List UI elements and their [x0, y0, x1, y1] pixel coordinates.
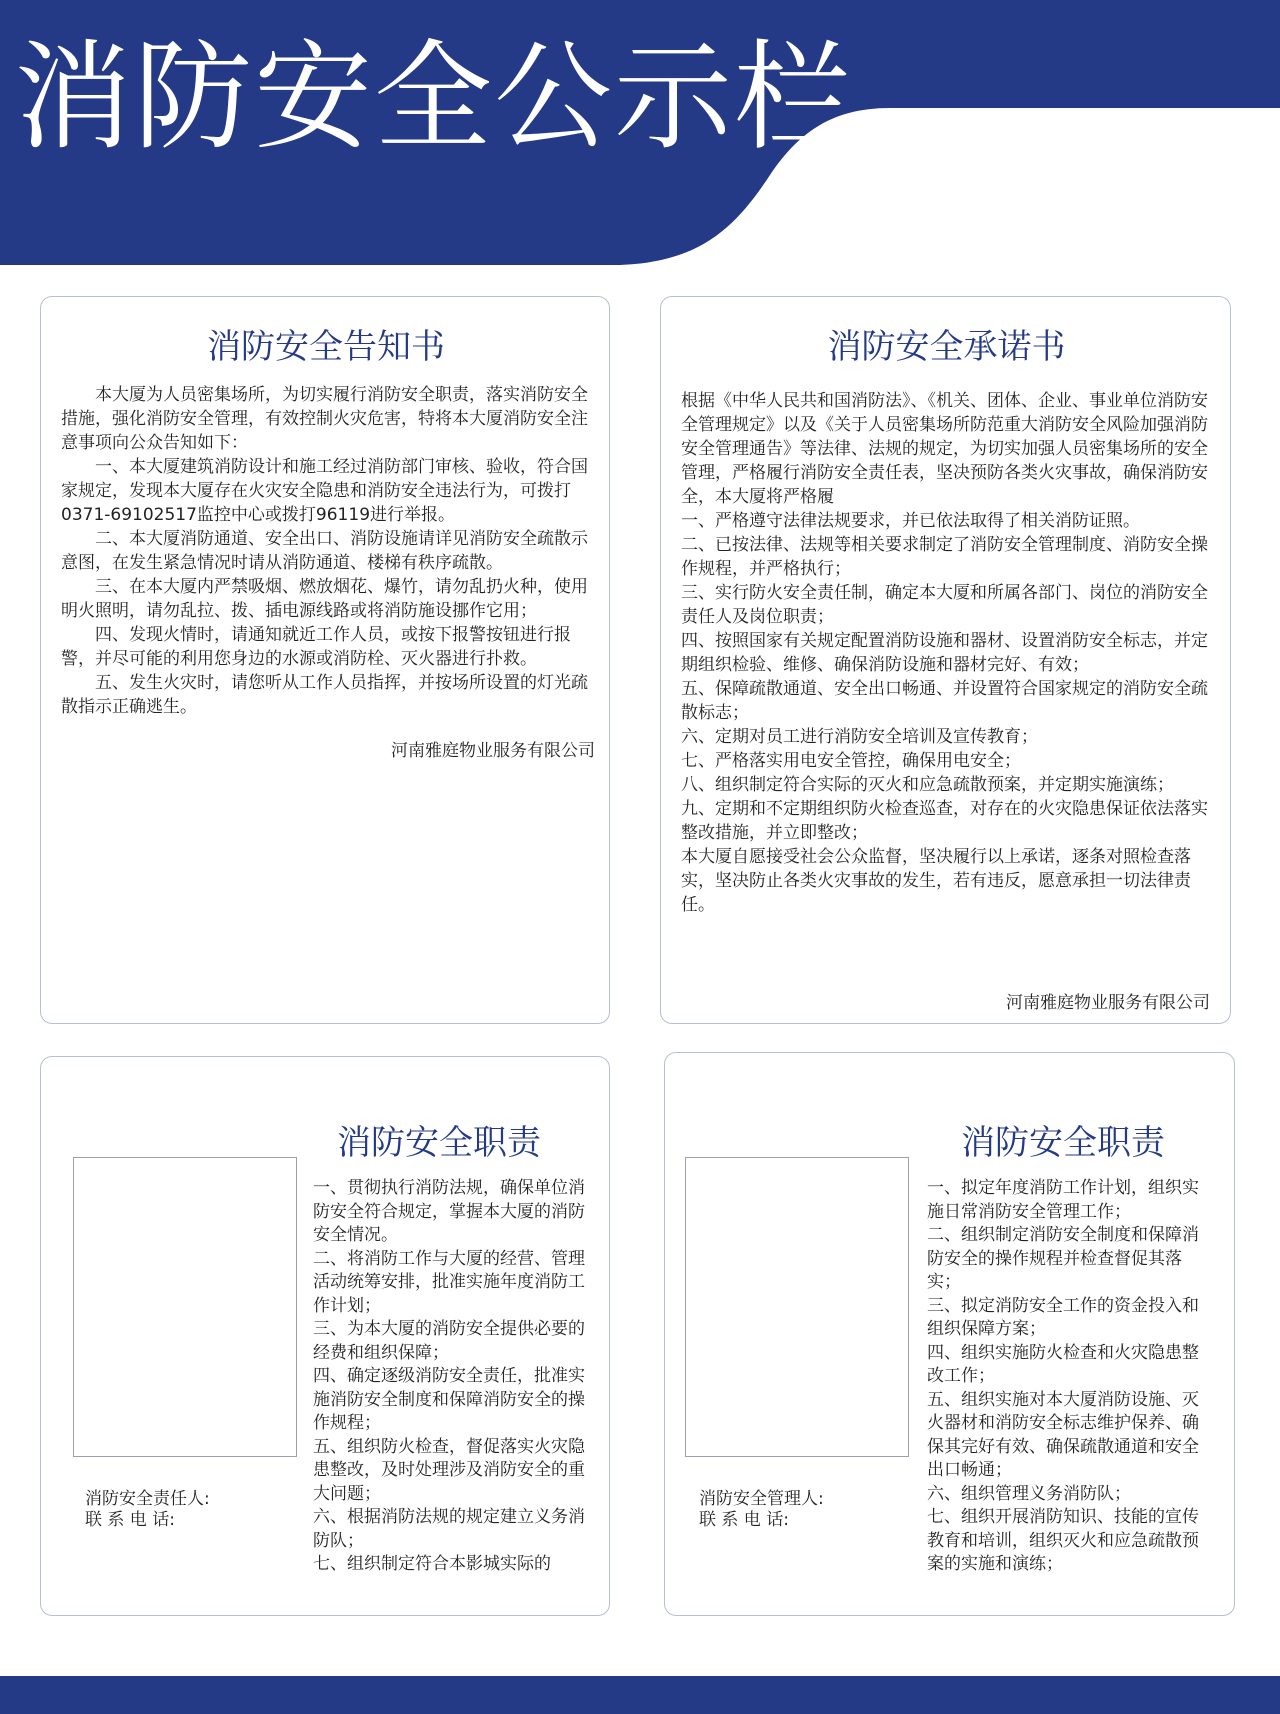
- pledge-item: 九、定期和不定期组织防火检查巡查，对存在的火灾隐患保证依法落实整改措施，并立即整改；: [681, 799, 1208, 843]
- notice-paragraph: 五、发生火灾时，请您听从工作人员指挥，并按场所设置的灯光疏散指示正确逃生。: [61, 673, 588, 717]
- notice-paragraph: 一、本大厦建筑消防设计和施工经过消防部门审核、验收，符合国家规定，发现本大厦存在火灾安全隐患和消防安全违法行为，可拨打0371-69102517监控中心或拨打96119进行举报。: [61, 457, 588, 525]
- pledge-closing: 本大厦自愿接受社会公众监督，坚决履行以上承诺，逐条对照检查落实，坚决防止各类火灾事故的发生，若有违反，愿意承担一切法律责任。: [681, 847, 1191, 915]
- notice-title: 消防安全告知书: [207, 327, 445, 367]
- notice-paragraph: 四、发现火情时，请通知就近工作人员，或按下报警按钮进行报警，并尽可能的利用您身边的水源或消防栓、灭火器进行扑救。: [61, 625, 571, 669]
- duty-right-person-label: 消防安全管理人:: [699, 1489, 824, 1509]
- duty-right-contact: [699, 1489, 824, 1531]
- pledge-item: 四、按照国家有关规定配置消防设施和器材、设置消防安全标志，并定期组织检验、维修、确保消防设施和器材完好、有效；: [681, 631, 1208, 675]
- duty-left-phone-label: 联 系 电 话:: [85, 1510, 175, 1530]
- pledge-title: 消防安全承诺书: [827, 327, 1066, 367]
- duty-left-contact: [85, 1489, 210, 1531]
- notice-paragraph: 本大厦为人员密集场所，为切实履行消防安全职责，落实消防安全措施，强化消防安全管理，有效控制火灾危害，特将本大厦消防安全注意事项向公众告知如下：: [61, 385, 588, 453]
- duty-item: 一、拟定年度消防工作计划，组织实施日常消防安全管理工作；: [927, 1178, 1199, 1222]
- pledge-item: 八、组织制定符合实际的灭火和应急疏散预案，并定期实施演练；: [681, 775, 1174, 795]
- pledge-paragraph: 根据《中华人民共和国消防法》、《机关、团体、企业、事业单位消防安全管理规定》以及《关于人员密集场所防范重大消防安全风险加强消防安全管理通告》等法律、法规的规定，为切实加强人员密集场所的安全管理，严格履行消防安全责任表，坚决预防各类火灾事故，确保消防安全，本大厦将严格履: [681, 391, 1208, 507]
- pledge-item: 二、已按法律、法规等相关要求制定了消防安全管理制度、消防安全操作规程，并严格执行；: [681, 535, 1208, 579]
- duty-item: 三、拟定消防安全工作的资金投入和组织保障方案；: [927, 1295, 1199, 1339]
- duty-left-list: [313, 1177, 597, 1577]
- duty-item: 六、根据消防法规的规定建立义务消防队；: [313, 1507, 585, 1551]
- notice-body: [61, 383, 595, 719]
- duty-item: 五、组织防火检查，督促落实火灾隐患整改，及时处理涉及消防安全的重大问题；: [313, 1436, 585, 1504]
- duty-item: 二、组织制定消防安全制度和保障消防安全的操作规程并检查督促其落实；: [927, 1225, 1199, 1292]
- pledge-item: 七、严格落实用电安全管控，确保用电安全；: [681, 751, 1021, 771]
- duty-item: 二、将消防工作与大厦的经营、管理活动统筹安排，批准实施年度消防工作计划；: [313, 1248, 585, 1316]
- notice-paragraph: 二、本大厦消防通道、安全出口、消防设施请详见消防安全疏散示意图，在发生紧急情况时请从消防通道、楼梯有秩序疏散。: [61, 529, 588, 573]
- duty-item: 五、组织实施对本大厦消防设施、灭火器材和消防安全标志维护保养、确保其完好有效、确保疏散通道和安全出口畅通；: [927, 1389, 1199, 1480]
- pledge-item: 五、保障疏散通道、安全出口畅通、并设置符合国家规定的消防安全疏散标志；: [681, 679, 1208, 723]
- duty-right-list: [927, 1177, 1211, 1577]
- duty-right-photo-frame: [685, 1157, 909, 1457]
- duty-right-phone-label: 联 系 电 话:: [699, 1510, 789, 1530]
- duty-right-title: 消防安全职责: [961, 1123, 1165, 1163]
- footer-bar: [0, 1676, 1280, 1714]
- duty-panel-left: [40, 1056, 610, 1616]
- pledge-signature: 河南雅庭物业服务有限公司: [1006, 993, 1210, 1013]
- duty-left-photo-frame: [73, 1157, 297, 1457]
- notice-signature: 河南雅庭物业服务有限公司: [391, 741, 595, 761]
- pledge-item: 六、定期对员工进行消防安全培训及宣传教育；: [681, 727, 1038, 747]
- duty-item: 四、确定逐级消防安全责任，批准实施消防安全制度和保障消防安全的操作规程；: [313, 1366, 585, 1433]
- notice-panel: [40, 296, 610, 1024]
- pledge-item: 三、实行防火安全责任制，确定本大厦和所属各部门、岗位的消防安全责任人及岗位职责；: [681, 583, 1208, 627]
- pledge-item: 一、严格遵守法律法规要求，并已依法取得了相关消防证照。: [681, 511, 1140, 531]
- duty-item: 四、组织实施防火检查和火灾隐患整改工作；: [927, 1342, 1199, 1386]
- duty-left-person-label: 消防安全责任人:: [85, 1489, 210, 1509]
- duty-item: 七、组织制定符合本影城实际的: [313, 1554, 551, 1574]
- duty-item: 一、贯彻执行消防法规，确保单位消防安全符合规定，掌握本大厦的消防安全情况。: [313, 1178, 585, 1245]
- notice-paragraph: 三、在本大厦内严禁吸烟、燃放烟花、爆竹，请勿乱扔火种，使用明火照明，请勿乱拉、拨、插电源线路或将消防施设挪作它用；: [61, 577, 588, 621]
- duty-item: 七、组织开展消防知识、技能的宣传教育和培训，组织灭火和应急疏散预案的实施和演练；: [927, 1507, 1199, 1574]
- page-title: 消防安全公示栏: [14, 28, 855, 166]
- pledge-body: [681, 389, 1217, 917]
- duty-panel-right: [664, 1052, 1235, 1616]
- duty-item: 三、为本大厦的消防安全提供必要的经费和组织保障；: [313, 1319, 585, 1363]
- duty-left-title: 消防安全职责: [337, 1123, 541, 1163]
- pledge-panel: [660, 296, 1231, 1024]
- duty-item: 六、组织管理义务消防队；: [927, 1483, 1131, 1504]
